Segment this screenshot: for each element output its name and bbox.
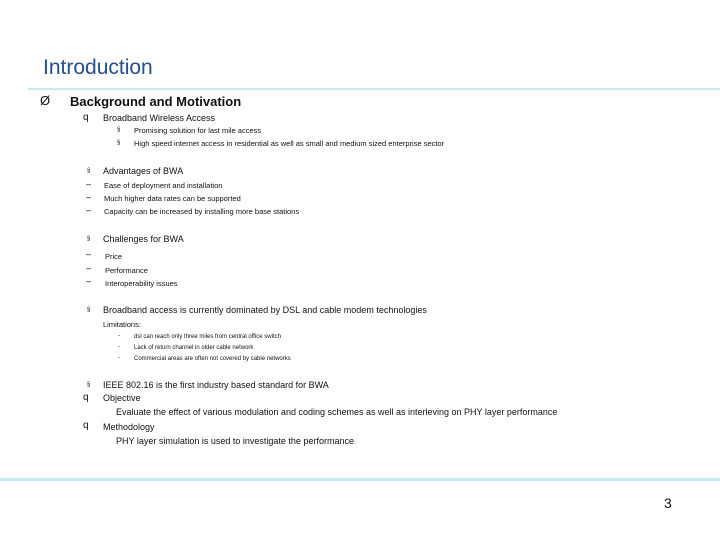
- ieee-statement: IEEE 802.16 is the first industry based standard for BWA: [103, 380, 329, 390]
- square-bullet-icon: §: [87, 168, 91, 174]
- section-heading: Background and Motivation: [70, 94, 242, 109]
- limitations-item: Commercial areas are often not covered by cable networks: [134, 356, 291, 362]
- dsl-label: Broadband access is currently dominated by DSL and cable modem technologies: [103, 305, 427, 315]
- challenges-item: Interoperability issues: [105, 279, 178, 288]
- dash-bullet-icon: –: [86, 192, 92, 202]
- dash-bullet-icon: –: [86, 263, 92, 273]
- bwa-item: High speed internet access in residential as well as small and medium sized enterprise sector: [134, 139, 445, 148]
- advantages-label: Advantages of BWA: [103, 166, 184, 176]
- bwa-item: Promising solution for last mile access: [134, 126, 262, 135]
- square-open-bullet-icon: q: [83, 112, 89, 123]
- advantages-item: Ease of deployment and installation: [104, 181, 223, 190]
- square-open-bullet-icon: q: [83, 392, 89, 403]
- advantages-item: Capacity can be increased by installing more base stations: [104, 207, 300, 216]
- methodology-text: PHY layer simulation is used to investigate the performance: [116, 436, 354, 446]
- small-dash-bullet-icon: -: [118, 333, 120, 339]
- small-dash-bullet-icon: -: [118, 344, 120, 350]
- challenges-item: Price: [105, 252, 123, 261]
- limitations-item: dsl can reach only three miles from central office switch: [134, 334, 281, 340]
- bwa-label: Broadband Wireless Access: [103, 113, 216, 123]
- objective-label: Objective: [103, 393, 141, 403]
- arrow-bullet-icon: Ø: [40, 93, 51, 108]
- square-bullet-icon: §: [117, 127, 121, 133]
- dash-bullet-icon: –: [86, 249, 92, 259]
- limitations-item: Lack of return channel in older cable network: [134, 345, 254, 351]
- dash-bullet-icon: –: [86, 179, 92, 189]
- square-bullet-icon: §: [87, 382, 91, 388]
- methodology-label: Methodology: [103, 422, 155, 432]
- small-dash-bullet-icon: -: [118, 355, 120, 361]
- advantages-item: Much higher data rates can be supported: [104, 194, 241, 203]
- dash-bullet-icon: –: [86, 276, 92, 286]
- footer-divider: [0, 478, 720, 481]
- square-bullet-icon: §: [117, 140, 121, 146]
- square-open-bullet-icon: q: [83, 420, 89, 431]
- square-bullet-icon: §: [87, 307, 91, 313]
- objective-text: Evaluate the effect of various modulation and coding schemes as well as interleving on PHY layer performance: [116, 407, 558, 417]
- square-bullet-icon: §: [87, 236, 91, 242]
- title-divider: [28, 88, 720, 90]
- slide-title: Introduction: [43, 56, 153, 79]
- limitations-label: Limitations:: [103, 320, 141, 329]
- dash-bullet-icon: –: [86, 205, 92, 215]
- challenges-item: Performance: [105, 266, 148, 275]
- page-number: 3: [664, 495, 672, 511]
- challenges-label: Challenges for BWA: [103, 234, 184, 244]
